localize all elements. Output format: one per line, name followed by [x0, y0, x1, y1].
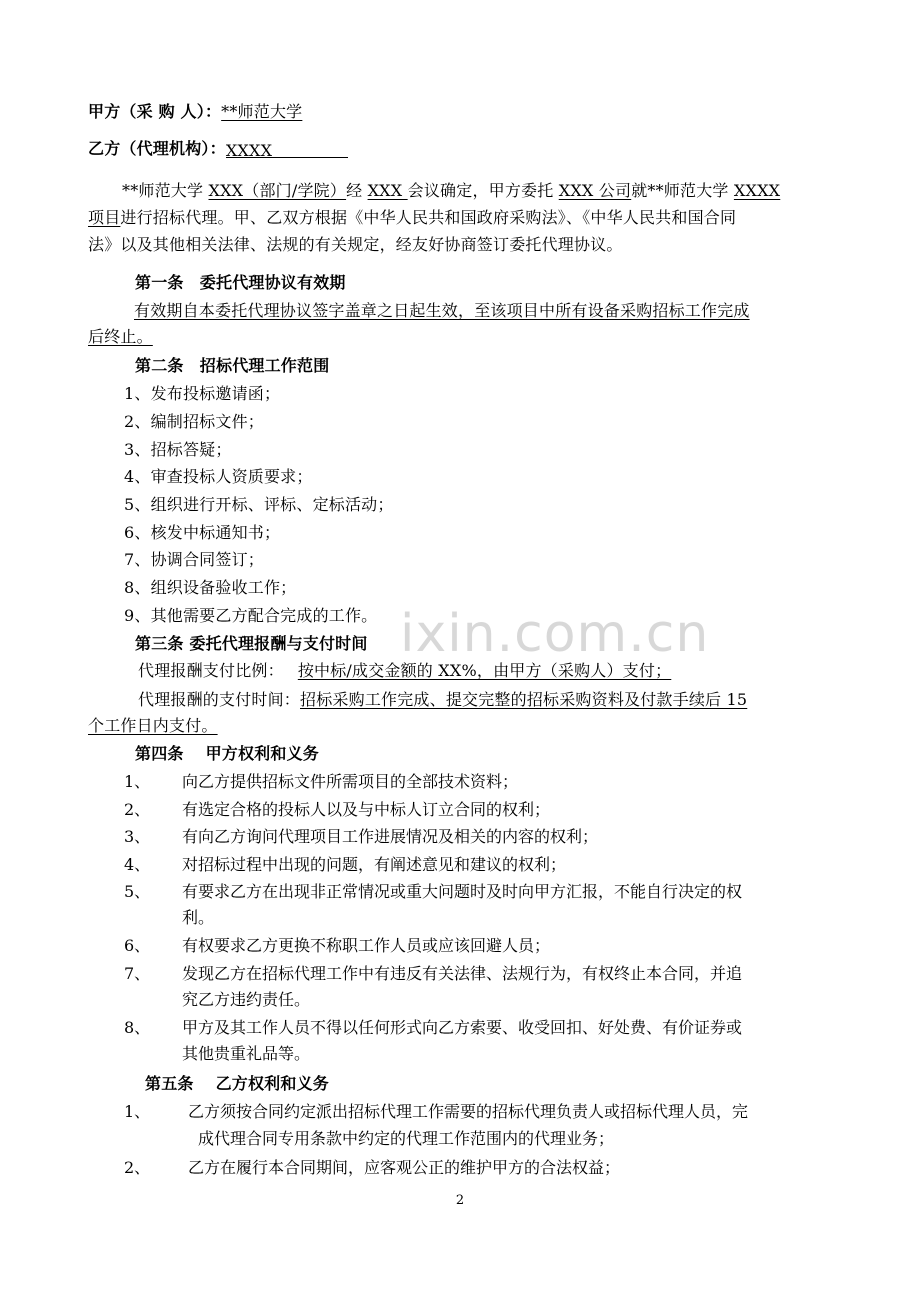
item-number: 2、	[124, 1158, 151, 1177]
article-2-item: 9、其他需要乙方配合完成的工作。	[124, 606, 378, 625]
party-a-label: 甲方（采 购 人）：	[88, 102, 222, 121]
payment-ratio-value: 按中标/成交金额的 XX%，由甲方（采购人）支付；	[297, 661, 672, 680]
payment-time-value: 招标采购工作完成、提交完整的招标采购资料及付款手续后 15	[300, 690, 748, 709]
intro-project-word: 项目	[88, 208, 121, 227]
article-2-item: 6、核发中标通知书；	[124, 523, 281, 542]
intro-dept: XXX（部门/学院）	[208, 181, 347, 200]
item-text: 发现乙方在招标代理工作中有违反有关法律、法规行为，有权终止本合同，并追	[182, 964, 743, 983]
payment-time-line	[138, 689, 883, 711]
party-b-blank	[226, 140, 348, 158]
payment-time-value-cont: 个工作日内支付。	[88, 716, 218, 735]
article-4-title: 第四条 甲方权利和义务	[135, 744, 319, 763]
intro-text: 进行招标代理。甲、乙双方根据《中华人民共和国政府采购法》、《中华人民共和国合同	[120, 208, 737, 227]
item-number: 3、	[124, 827, 151, 846]
item-text: 利。	[182, 908, 215, 927]
item-number: 5、	[124, 882, 151, 901]
payment-ratio-label: 代理报酬支付比例：	[138, 661, 284, 680]
item-text: 有要求乙方在出现非正常情况或重大问题时及时向甲方汇报，不能自行决定的权	[182, 882, 743, 901]
item-text: 向乙方提供招标文件所需项目的全部技术资料；	[182, 772, 519, 791]
article-2-item: 7、协调合同签订；	[124, 550, 264, 569]
intro-line-3: 法》以及其他相关法律、法规的有关规定，经友好协商签订委托代理协议。	[88, 235, 623, 254]
article-3-title: 第三条 委托代理报酬与支付时间	[135, 634, 368, 653]
item-number: 2、	[124, 800, 151, 819]
watermark: ixin.com.cn	[400, 604, 710, 664]
page-number: 2	[455, 1193, 465, 1208]
article-1-body-1: 有效期自本委托代理协议签字盖章之日起生效，至该项目中所有设备采购招标工作完成	[134, 301, 750, 320]
item-number: 8、	[124, 1018, 151, 1037]
item-text: 有选定合格的投标人以及与中标人订立合同的权利；	[182, 800, 551, 819]
article-2-item: 8、组织设备验收工作；	[124, 578, 297, 597]
party-a-line	[88, 101, 833, 123]
intro-line-2	[88, 207, 833, 229]
payment-time-label: 代理报酬的支付时间：	[138, 690, 301, 709]
intro-meeting: XXX	[367, 181, 408, 200]
item-text: 有权要求乙方更换不称职工作人员或应该回避人员；	[182, 936, 551, 955]
article-2-item: 4、审查投标人资质要求；	[124, 467, 313, 486]
item-text: 乙方须按合同约定派出招标代理工作需要的招标代理负责人或招标代理人员，完	[188, 1102, 749, 1121]
item-text: 成代理合同专用条款中约定的代理工作范围内的代理业务；	[198, 1129, 615, 1148]
item-number: 1、	[124, 772, 151, 791]
article-2-item: 5、组织进行开标、评标、定标活动；	[124, 495, 394, 514]
intro-text: **师范大学	[122, 181, 209, 200]
item-text: 对招标过程中出现的问题，有阐述意见和建议的权利；	[182, 855, 567, 874]
article-1-title: 第一条 委托代理协议有效期	[135, 273, 346, 292]
intro-text: 会议确定，甲方委托	[407, 181, 559, 200]
article-2-item: 1、发布投标邀请函；	[124, 384, 281, 403]
party-b-line	[88, 138, 833, 160]
intro-line-1	[122, 180, 827, 202]
intro-project: XXXX	[733, 181, 781, 200]
item-number: 7、	[124, 964, 151, 983]
item-text: 究乙方违约责任。	[182, 990, 311, 1009]
item-text: 乙方在履行本合同期间，应客观公正的维护甲方的合法权益；	[188, 1158, 621, 1177]
item-text: 甲方及其工作人员不得以任何形式向乙方索要、收受回扣、好处费、有价证券或	[182, 1018, 743, 1037]
item-number: 1、	[124, 1102, 151, 1121]
intro-text: 经	[346, 181, 368, 200]
item-number: 6、	[124, 936, 151, 955]
article-2-title: 第二条 招标代理工作范围	[135, 356, 330, 375]
intro-company: XXX 公司	[558, 181, 632, 200]
item-text: 有向乙方询问代理项目工作进展情况及相关的内容的权利；	[182, 827, 599, 846]
party-a-value: **师范大学	[221, 102, 303, 121]
article-2-item: 2、编制招标文件；	[124, 412, 264, 431]
item-text: 其他贵重礼品等。	[182, 1044, 311, 1063]
article-2-item: 3、招标答疑；	[124, 440, 232, 459]
party-b-label: 乙方（代理机构）：	[88, 139, 226, 158]
intro-text: 就**师范大学	[631, 181, 734, 200]
article-1-body-2: 后终止。	[88, 327, 153, 346]
article-5-title: 第五条 乙方权利和义务	[145, 1074, 329, 1093]
party-b-value: XXXX	[225, 141, 273, 160]
item-number: 4、	[124, 855, 151, 874]
